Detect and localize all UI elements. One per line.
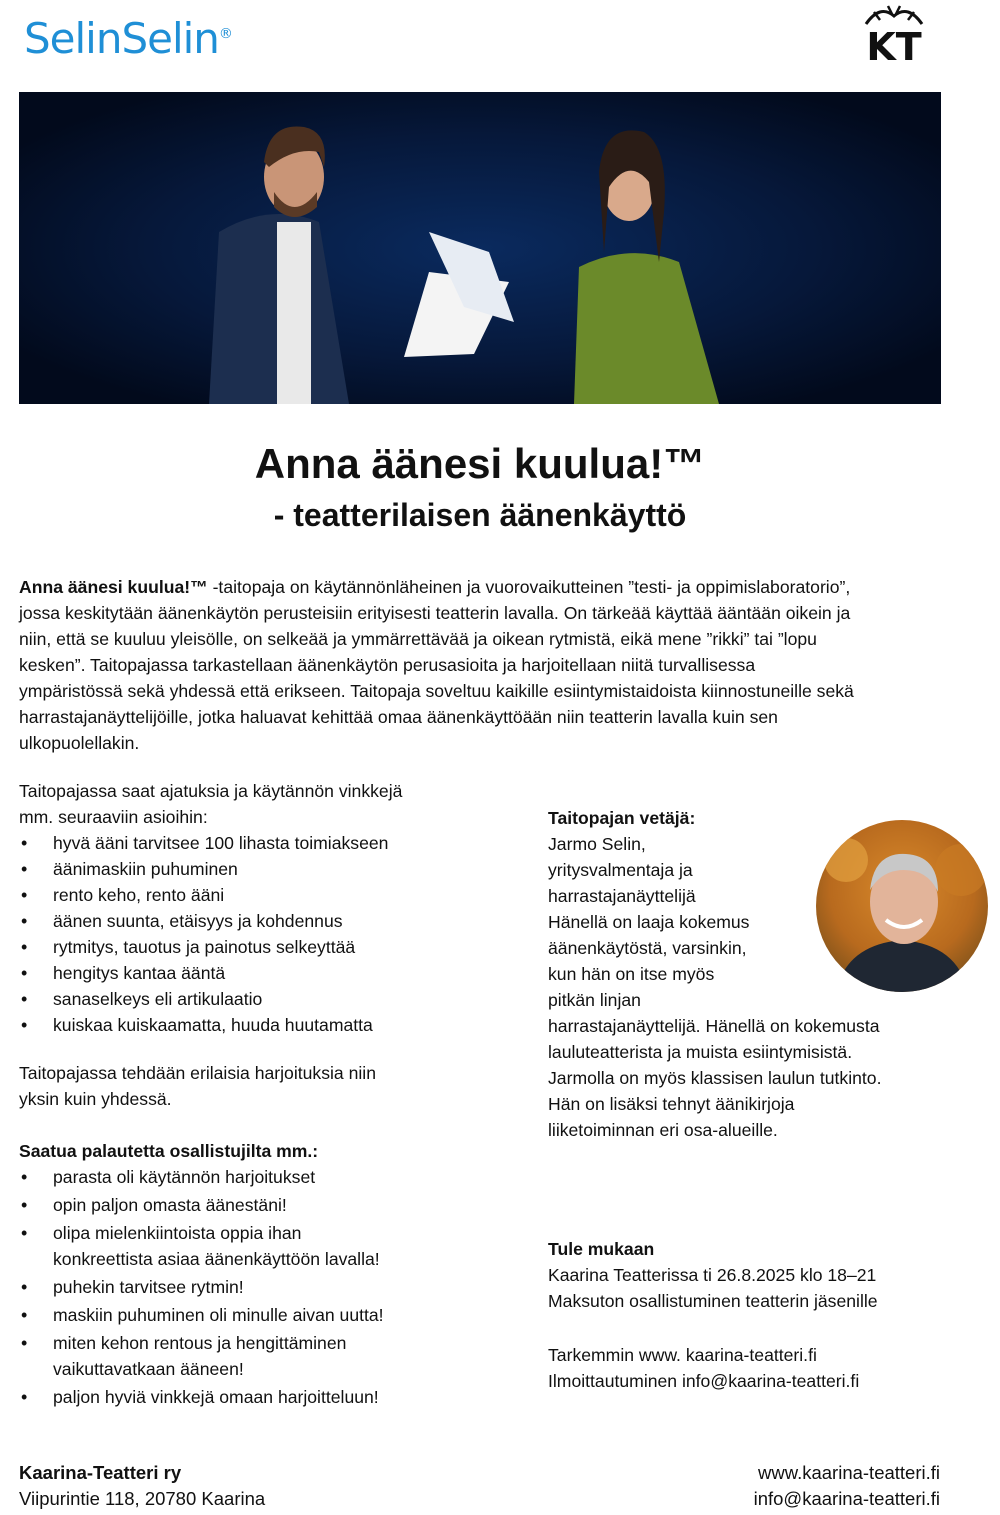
leader-line: Jarmolla on myös klassisen laulun tutkinto. [548,1068,882,1088]
feedback-text: paljon hyviä vinkkejä omaan harjoitteluun! [53,1387,379,1407]
kaarina-teatteri-logo [860,2,928,64]
exercises-line: Taitopajassa tehdään erilaisia harjoituksia niin [19,1063,376,1083]
feedback-section [19,1138,449,1412]
join-more-link[interactable]: Tarkemmin www. kaarina-teatteri.fi [548,1345,817,1365]
tips-item: • hengitys kantaa ääntä [19,960,449,986]
intro-line: harrastajanäyttelijöille, jotka haluavat kehittää omaa äänenkäyttöään niin teatterin lavalla kuin sen [19,707,778,727]
kt-logo-text: KT [866,25,922,64]
feedback-text: opin paljon omasta äänestäni! [53,1195,287,1215]
tips-item: • äänimaskiin puhuminen [19,856,449,882]
leader-line: yritysvalmentaja ja [548,860,693,880]
page-subtitle: - teatterilaisen äänenkäyttö [273,497,687,533]
feedback-text: miten kehon rentous ja hengittäminen [53,1333,347,1353]
feedback-item [19,1302,449,1328]
footer-org [19,1460,265,1512]
intro-line: ulkopuolellakin. [19,733,140,753]
feedback-heading: Saatua palautetta osallistujilta mm.: [19,1141,319,1161]
join-signup-link[interactable]: Ilmoittautuminen info@kaarina-teatteri.fi [548,1371,860,1391]
leader-portrait [816,820,988,992]
intro-line: -taitopaja on käytännönläheinen ja vuorovaikutteinen ”testi- ja oppimislaboratorio”, [207,577,851,597]
join-heading: Tule mukaan [548,1239,655,1259]
tips-item: • rento keho, rento ääni [19,882,449,908]
tips-item: • kuiskaa kuiskaamatta, huuda huutamatta [19,1012,449,1038]
feedback-item [19,1274,449,1300]
leader-line: kun hän on itse myös [548,964,715,984]
tips-item: • äänen suunta, etäisyys ja kohdennus [19,908,449,934]
intro-line: jossa keskitytään äänenkäytön perusteisiin erityisesti teatterin lavalla. On tärkeää käyttää ääntään oikein ja [19,603,851,623]
intro-line: kesken”. Taitopajassa tarkastellaan äänenkäytön perusasioita ja harjoitellaan niitä turvallisessa [19,655,756,675]
tips-section [19,778,449,1038]
feedback-item [19,1192,449,1218]
exercises-line: yksin kuin yhdessä. [19,1089,172,1109]
footer-address: Viipurintie 118, 20780 Kaarina [19,1488,266,1509]
tips-item: • hyvä ääni tarvitsee 100 lihasta toimiakseen [19,830,449,856]
feedback-item [19,1384,449,1410]
leader-line: Hän on lisäksi tehnyt äänikirjoja [548,1094,795,1114]
leader-line: lauluteatterista ja muista esiintymisistä. [548,1042,853,1062]
exercises-section [19,1060,449,1112]
footer-email-link[interactable]: info@kaarina-teatteri.fi [753,1488,940,1509]
intro-lead: Anna äänesi kuulua!™ [19,577,208,597]
footer-org-name: Kaarina-Teatteri ry [19,1462,182,1483]
footer-contacts [754,1460,940,1512]
feedback-text: parasta oli käytännön harjoitukset [53,1167,316,1187]
feedback-text: vaikuttavatkaan ääneen! [53,1359,244,1379]
leader-line: harrastajanäyttelijä. Hänellä on kokemusta [548,1016,880,1036]
brand-name: SelinSelin [24,14,219,63]
feedback-list [19,1164,449,1410]
feedback-text: konkreettista asiaa äänenkäyttöön lavalla! [53,1249,380,1269]
intro-line: ympäristössä sekä yhdessä että erikseen. Taitopaja soveltuu kaikille esiintymistaidoista kiinnostuneille sekä [19,681,854,701]
join-fee: Maksuton osallistuminen teatterin jäsenille [548,1291,878,1311]
leader-line: harrastajanäyttelijä [548,886,696,906]
intro-paragraph [19,574,949,756]
hero-photo [19,92,941,404]
tips-list [19,830,449,1038]
leader-line: pitkän linjan [548,990,641,1010]
leader-line: Hänellä on laaja kokemus [548,912,750,932]
feedback-item [19,1220,449,1272]
feedback-item [19,1164,449,1190]
join-date: Kaarina Teatterissa ti 26.8.2025 klo 18–21 [548,1265,877,1285]
tips-intro-2: mm. seuraaviin asioihin: [19,807,208,827]
page-title: Anna äänesi kuulua!™ [254,440,706,487]
feedback-text: olipa mielenkiintoista oppia ihan [53,1223,302,1243]
leader-line: äänenkäytöstä, varsinkin, [548,938,747,958]
intro-line: niin, että se kuuluu yleisölle, on selkeää ja ymmärrettävää ja oikean rytmistä, eikä mene ”rikki” tai ”lopu [19,629,817,649]
tips-item: • sanaselkeys eli artikulaatio [19,986,449,1012]
feedback-item [19,1330,449,1382]
feedback-text: maskiin puhuminen oli minulle aivan uutta! [53,1305,384,1325]
join-section [548,1236,878,1394]
tips-intro-1: Taitopajassa saat ajatuksia ja käytännön vinkkejä [19,781,403,801]
tips-item: • rytmitys, tauotus ja painotus selkeyttää [19,934,449,960]
leader-heading: Taitopajan vetäjä: [548,808,696,828]
registered-mark: ® [218,26,232,42]
feedback-text: puhekin tarvitsee rytmin! [53,1277,244,1297]
footer-web-link[interactable]: www.kaarina-teatteri.fi [758,1462,940,1483]
leader-line: Jarmo Selin, [548,834,646,854]
selinselin-logo [24,14,232,63]
leader-line: liiketoiminnan eri osa-alueille. [548,1120,778,1140]
